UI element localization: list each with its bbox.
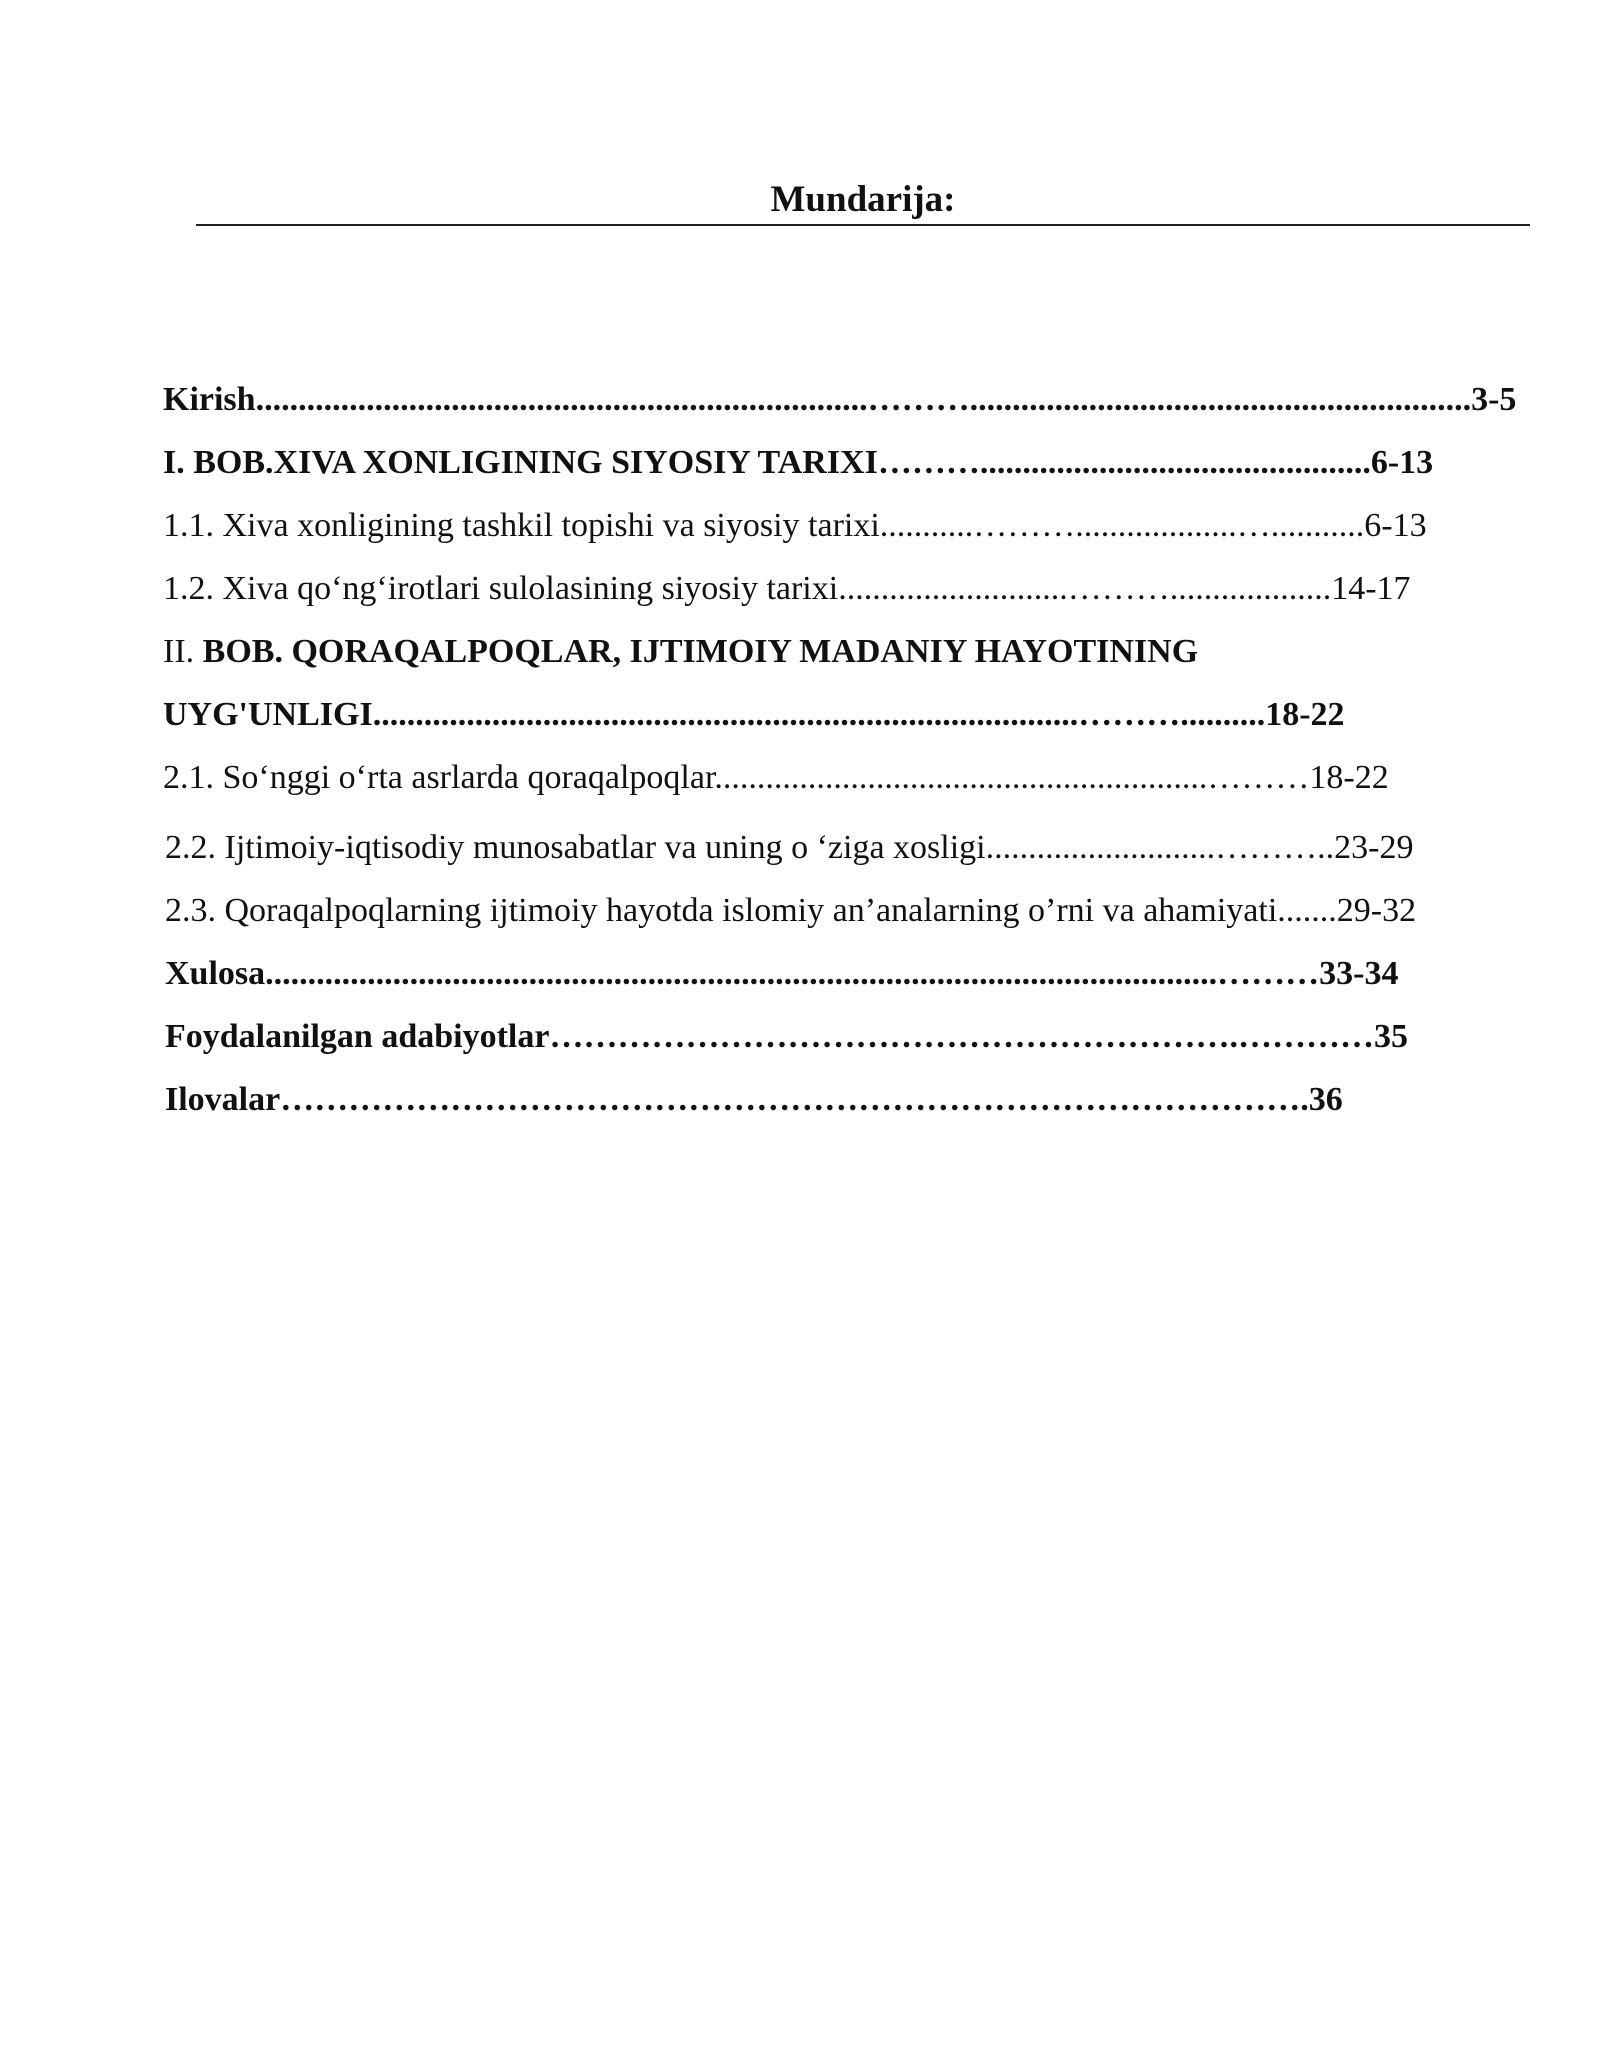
toc-heading: Mundarija:	[770, 179, 956, 220]
toc-entry-section-2-3: 2.3. Qoraqalpoqlarning ijtimoiy hayotda islomiy an’analarning o’rni va ahamiyati.......29-32	[165, 892, 1417, 929]
heading-rule	[196, 224, 1530, 226]
toc-entry-kirish: Kirish........................................................................………...........................................................3-5	[163, 381, 1517, 418]
toc-chapter-2-title: BOB. QORAQALPOQLAR, IJTIMOIY MADANIY HAYOTINING	[202, 633, 1199, 670]
toc-entry-xulosa: Xulosa................................................................................................................………33-34	[165, 955, 1399, 992]
toc-entry-ilovalar: Ilovalar……………………………………………………………………………….36	[165, 1081, 1343, 1118]
toc-chapter-2-prefix: II.	[163, 633, 203, 670]
toc-entry-section-1-1: 1.1. Xiva xonligining tashkil topishi va siyosiy tarixi...........………...................…...........6-13	[163, 507, 1427, 544]
toc-entry-section-1-2: 1.2. Xiva qo‘ng‘irotlari sulolasining siyosiy tarixi...........................………...................14-17	[163, 570, 1411, 607]
toc-entry-section-2-2: 2.2. Ijtimoiy-iqtisodiy munosabatlar va uning o ‘ziga xosligi...........................………..23-29	[165, 829, 1414, 866]
toc-entry-section-2-1: 2.1. So‘nggi o‘rta asrlarda qoraqalpoqlar..........................................................………18-22	[163, 759, 1389, 796]
toc-entry-chapter-2-line1	[163, 630, 1198, 674]
toc-entry-adabiyotlar: Foydalanilgan adabiyotlar…………………………………………………….…………35	[165, 1018, 1408, 1055]
toc-entry-chapter-1: I. BOB.XIVA XONLIGINING SIYOSIY TARIXI………..............................................6-13	[163, 444, 1434, 481]
toc-entry-chapter-2-line2: UYG'UNLIGI...................................................................................………..........18-22	[163, 696, 1345, 733]
